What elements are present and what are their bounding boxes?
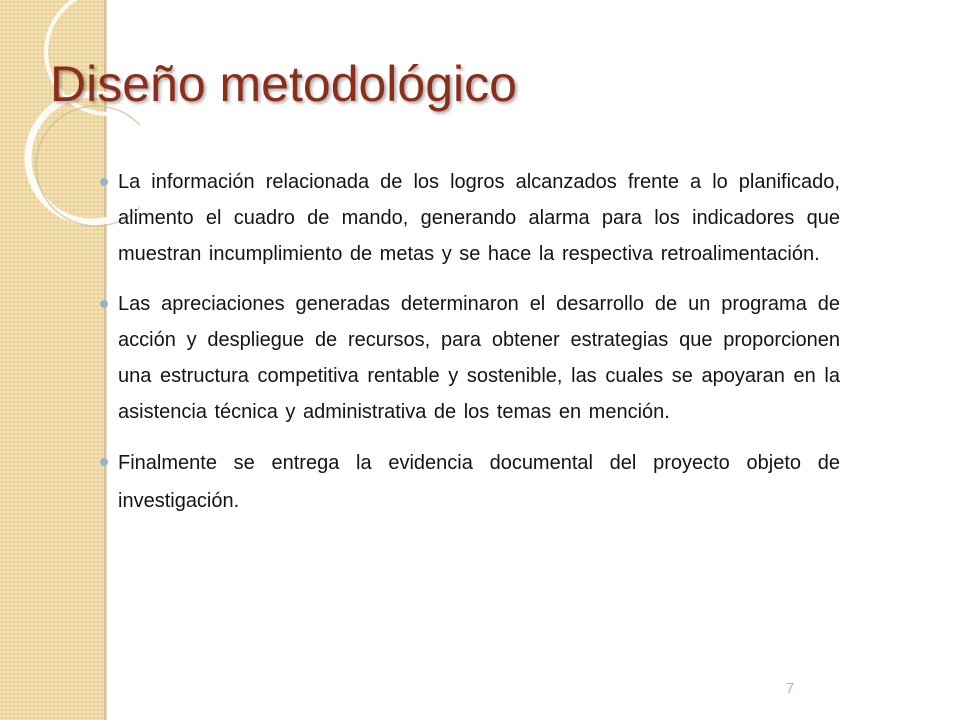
- slide-number: 7: [785, 680, 795, 697]
- bullet-dot-icon: [100, 458, 108, 466]
- bullet-text: La información relacionada de los logros alcanzados frente a lo planificado, alimento el cuadro de mando, generando alarma para los indicadores que muestran incumplimiento de metas y se hace la respectiva retroalimentación.: [118, 171, 840, 265]
- bullet-item: [100, 286, 840, 430]
- bullet-text: Las apreciaciones generadas determinaron el desarrollo de un programa de acción y despliegue de recursos, para obtener estrategias que proporcionen una estructura competitiva rentable y sostenible, las cuales se apoyaran en la asistencia técnica y administrativa de los temas en mención.: [118, 293, 840, 423]
- bullet-dot-icon: [100, 178, 108, 186]
- bullet-item: [100, 164, 840, 272]
- bullet-list: [100, 164, 840, 534]
- slide-title: Diseño metodológico: [50, 56, 517, 112]
- bullet-text: Finalmente se entrega la evidencia documental del proyecto objeto de investigación.: [118, 452, 840, 512]
- bullet-item: [100, 444, 840, 520]
- bullet-dot-icon: [100, 300, 108, 308]
